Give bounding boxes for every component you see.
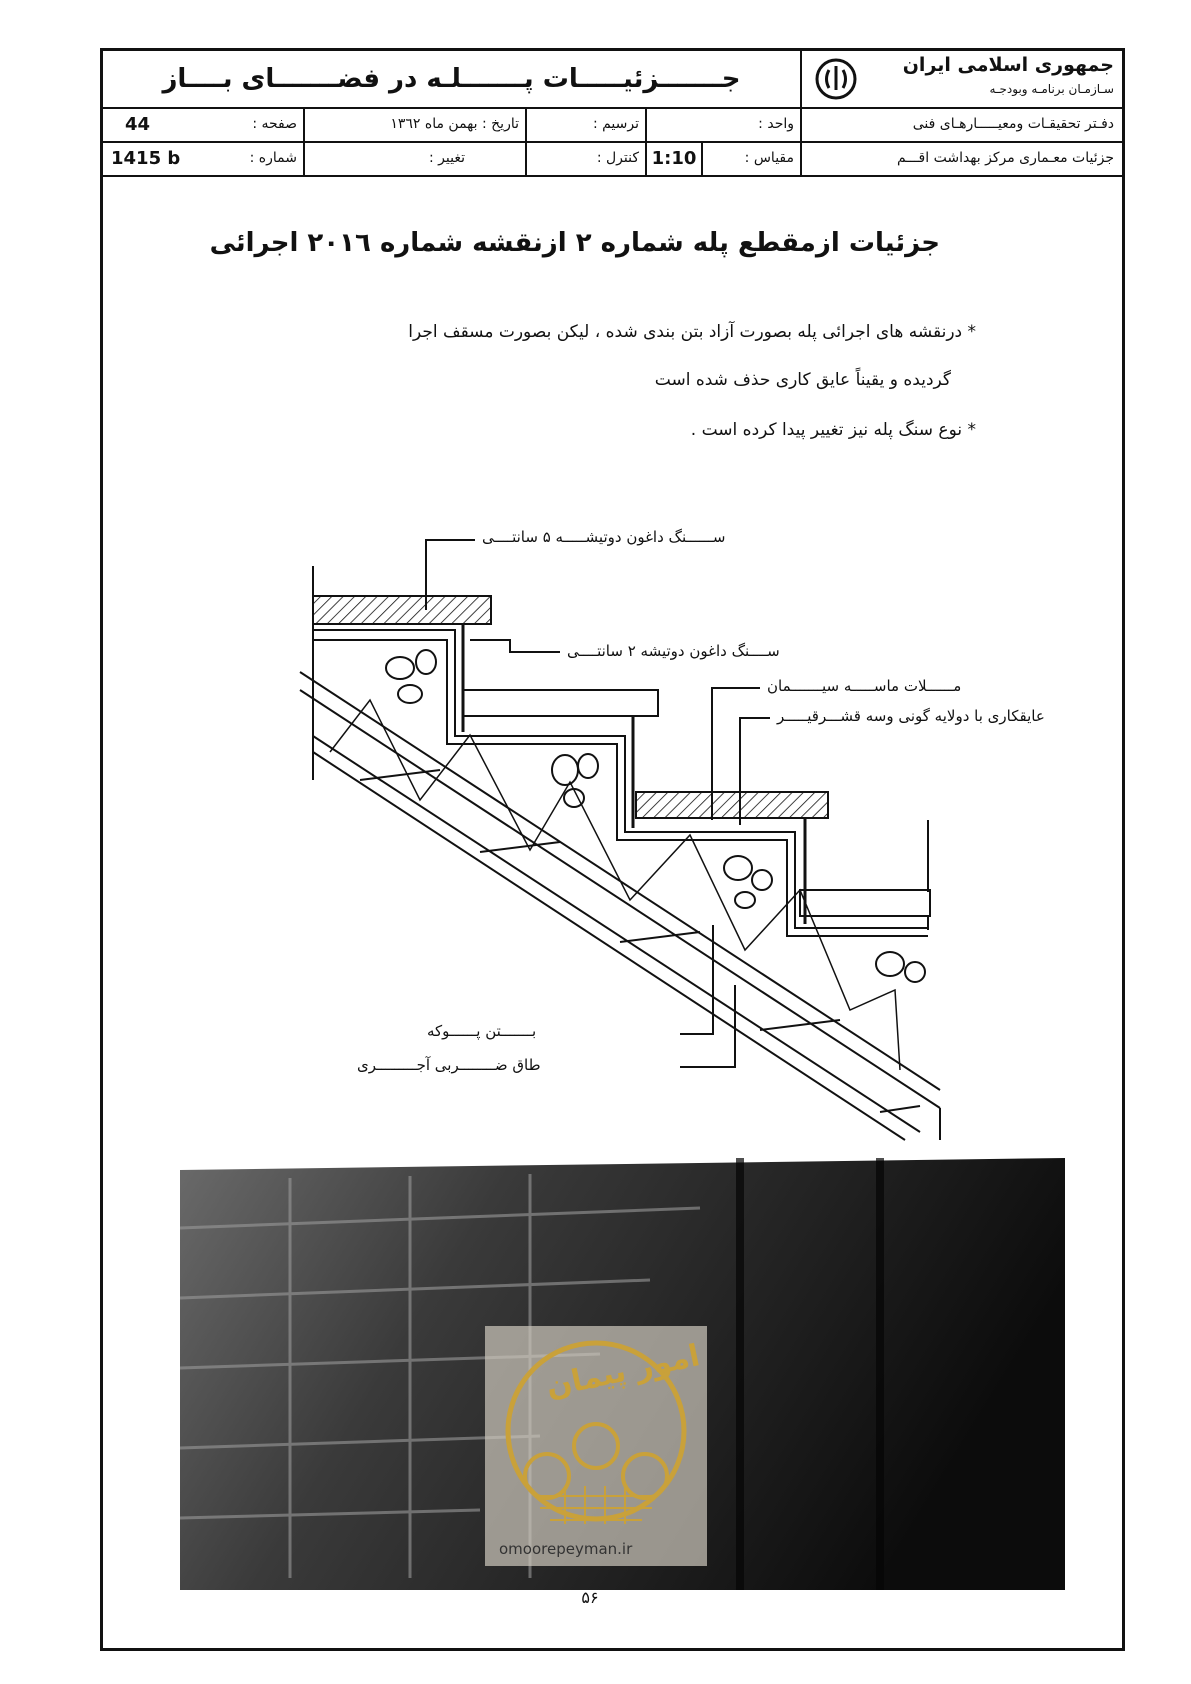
label-stone-2cm: ســــنگ داغون دوتیشه ٢ سانتــــی — [567, 642, 780, 660]
drawn-label: ترسیم : — [592, 116, 639, 132]
label-stone-5cm: ســــــنگ داغون دوتیشـــــه ۵ سانتــــی — [482, 528, 726, 546]
watermark-logo-text: امور پیمان — [543, 1338, 703, 1405]
org-sub: سـازمـان برنامـه وبودجـه — [989, 82, 1114, 96]
label-brick-vault: طاق ضــــــــربی آجـــــــــری — [357, 1056, 541, 1074]
number-value: 1415 b — [111, 147, 181, 169]
change-label: تغییر : — [429, 150, 465, 166]
subject-name: جزئیات معـماری مرکز بهداشت اقـــم — [896, 150, 1114, 166]
label-lean-concrete: بـــــــتن پــــــوکه — [427, 1022, 537, 1040]
note-line-1: * درنقشه های اجرائی پله بصورت آزاد بتن بندی شده ، لیکن بصورت مسقف اجرا — [408, 322, 976, 342]
watermark — [485, 1326, 707, 1566]
office-name: دفـتر تحقیقـات ومعیـــــارهـای فنی — [912, 116, 1114, 132]
note-line-2: گردیده و یقیناً عایق کاری حذف شده است — [654, 370, 951, 390]
scale-label: مقیاس : — [744, 150, 794, 166]
project-title: جـــــــزئیـــــات پـــــــلـه در فضـــــــای بــــاز — [162, 64, 741, 94]
page-value: 44 — [125, 113, 151, 135]
page-number: ۵۶ — [581, 1588, 599, 1607]
number-label: شماره : — [249, 150, 297, 166]
control-label: کنترل : — [596, 150, 639, 166]
tread-stone-middle — [463, 690, 658, 716]
watermark-site: omoorepeyman.ir — [499, 1540, 633, 1558]
tread-stone-bottom — [800, 890, 930, 916]
detail-heading: جزئیات ازمقطع پله شماره ٢ ازنقشه شماره ٢٠١٦ اجرائی — [209, 228, 940, 258]
tread-stone-top — [313, 596, 491, 624]
page-label: صفحه : — [252, 116, 297, 132]
unit-label: واحد : — [758, 116, 794, 132]
tread-stone-lower — [636, 792, 828, 818]
scale-value: 1:10 — [647, 141, 703, 175]
date-label: تاریخ : بهمن ماه ١٣٦٢ — [390, 116, 519, 132]
label-mortar: مــــــلات ماســـــه سیـــــــمان — [767, 677, 962, 695]
label-insulation: عایقکاری با دولایه گونی وسه قشـــرقیـــــر — [777, 707, 1045, 725]
note-line-3: * نوع سنگ پله نیز تغییر پیدا کرده است . — [690, 420, 976, 440]
org-name: جمهوری اسلامی ایران — [902, 54, 1114, 76]
